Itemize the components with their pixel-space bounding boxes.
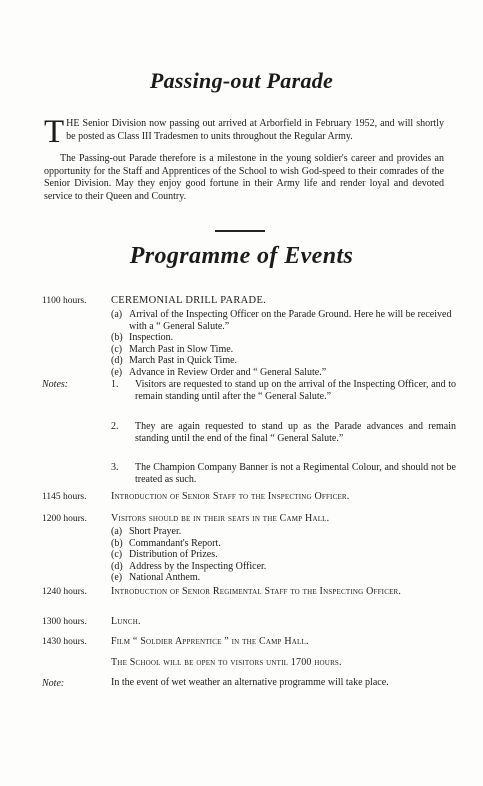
item-label: (d) [111,355,123,367]
time-1145: 1145 hours. [42,492,87,502]
note-item-2 [111,421,456,444]
item-text: National Anthem. [129,572,201,584]
ceremonial-drill-items [111,309,456,379]
notes-label: Notes: [42,379,69,390]
list-item [111,538,456,550]
list-item [111,332,456,344]
item-text: Short Prayer. [129,526,182,537]
note-item-1 [111,379,456,402]
school-open-text: The School will be open to visitors until 1700 hours. [111,657,342,668]
list-item [111,549,456,561]
item-text: March Past in Quick Time. [129,355,238,367]
item-label: (a) [111,309,123,320]
item-label: (b) [111,537,123,549]
note-item-3 [111,462,456,485]
note-text: They are again requested to stand up as the Parade advances and remain standing until the end of the final “ General Salute.” [135,421,456,444]
programme-title: Programme of Events [129,243,354,269]
intro-section [44,114,444,213]
note-number: 1. [111,379,119,390]
wet-weather-note: In the event of wet weather an alternative programme will take place. [111,677,389,688]
drop-cap: T [44,114,65,150]
camp-hall-heading: Visitors should be in their seats in the Camp Hall. [111,513,330,524]
intro-paragraph-1 [44,114,444,150]
time-1200: 1200 hours. [42,514,87,524]
list-item [111,309,456,332]
item-text: Arrival of the Inspecting Officer on the Parade Ground. Here he will be received with a “ General Salute.” [129,309,452,332]
list-item [111,526,456,538]
time-1300: 1300 hours. [42,617,87,627]
item-label: (b) [111,332,123,344]
time-1430: 1430 hours. [42,637,87,647]
film-text: Film “ Soldier Apprentice ” in the Camp Hall. [111,636,309,647]
camp-hall-items [111,526,456,584]
list-item [111,355,456,367]
list-item [111,572,456,584]
item-text: Inspection. [129,332,174,344]
item-text: Address by the Inspecting Officer. [129,560,267,572]
item-text: Commandant's Report. [129,537,221,549]
item-label: (a) [111,526,123,537]
item-label: (e) [111,366,123,378]
list-item [111,344,456,356]
note-number: 2. [111,421,119,432]
item-text: Advance in Review Order and “ General Salute.” [129,366,327,378]
ceremonial-drill-heading: CEREMONIAL DRILL PARADE. [111,295,267,306]
time-1240: 1240 hours. [42,587,87,597]
lunch-text: Lunch. [111,616,141,627]
note-text: Visitors are requested to stand up on the arrival of the Inspecting Officer, and to remain standing until after the “ General Salute.” [135,379,456,402]
page-title: Passing-out Parade [149,68,334,93]
intro-paragraph-2: The Passing-out Parade therefore is a milestone in the young soldier's career and provides an opportunity for the Staff and Apprentices of the School to wish God-speed to their comrades of the Senior Division. May they enjoy good fortune in their Army life and render loyal and devoted service to their Queen and Country. [44,153,444,202]
time-1100: 1100 hours. [42,296,87,306]
divider-rule [215,230,265,232]
item-label: (c) [111,343,123,355]
item-label: (e) [111,572,123,584]
list-item [111,561,456,573]
regimental-staff-introduction: Introduction of Senior Regimental Staff to the Inspecting Officer. [111,586,402,597]
intro-paragraph-1-text: HE Senior Division now passing out arrived at Arborfield in February 1952, and will shortly be posted as Class III Tradesmen to units throughout the Regular Army. [66,118,444,142]
list-item [111,367,456,379]
note-text: The Champion Company Banner is not a Regimental Colour, and should not be treated as such. [135,462,456,485]
item-text: Distribution of Prizes. [129,549,218,561]
item-label: (d) [111,560,123,572]
note-number: 3. [111,462,119,473]
note-label: Note: [42,678,65,689]
item-text: March Past in Slow Time. [129,343,234,355]
item-label: (c) [111,549,123,561]
senior-staff-introduction: Introduction of Senior Staff to the Inspecting Officer. [111,491,350,502]
